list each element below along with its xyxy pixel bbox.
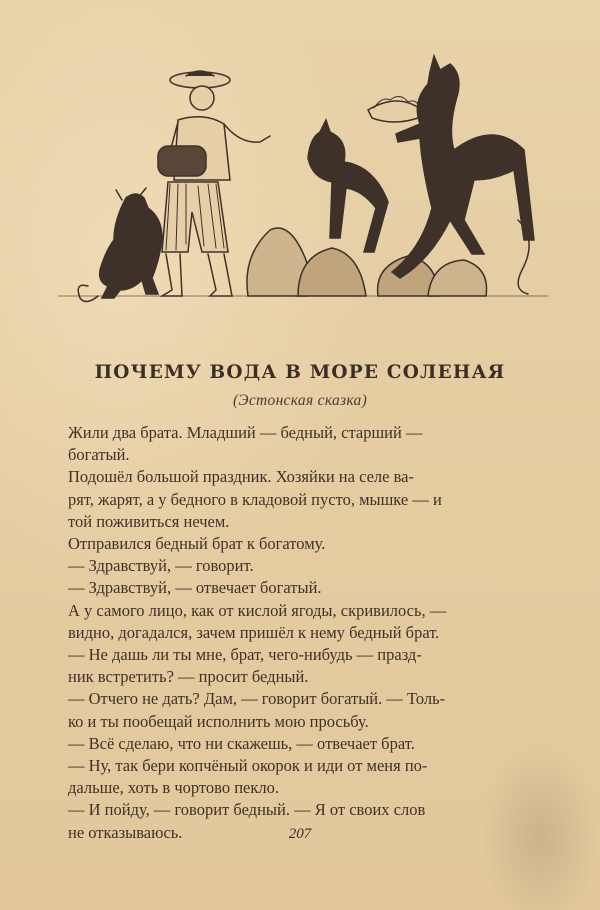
text-line: той поживиться нечем. bbox=[68, 511, 230, 531]
text-line: ник встретить? — просит бедный. bbox=[68, 667, 309, 687]
text-line: — Ну, так бери копчёный окорок и иди от меня по- bbox=[68, 756, 428, 776]
text-line: не отказываюсь. bbox=[68, 822, 183, 842]
text-line: дальше, хоть в чортово пекло. bbox=[68, 778, 279, 798]
devil-with-bowl-icon bbox=[368, 56, 534, 294]
text-line: — Не дашь ли ты мне, брат, чего-нибудь — празд- bbox=[68, 645, 422, 665]
horned-devil-icon bbox=[308, 120, 388, 252]
text-line: — Здравствуй, — отвечает богатый. bbox=[68, 578, 322, 598]
story-subtitle: (Эстонская сказка) bbox=[232, 392, 368, 409]
text-line: Подошёл большой праздник. Хозяйки на селе ва- bbox=[68, 467, 415, 487]
story-body bbox=[68, 422, 546, 844]
text-line: Жили два брата. Младший — бедный, старший — bbox=[68, 423, 423, 442]
text-line: видно, догадался, зачем пришёл к нему бедный брат. bbox=[68, 622, 440, 642]
text-line: Отправился бедный брат к богатому. bbox=[68, 534, 326, 554]
text-line: А у самого лицо, как от кислой ягоды, скривилось, — bbox=[68, 600, 447, 620]
text-line: богатый. bbox=[68, 445, 130, 465]
small-devil-icon bbox=[78, 188, 162, 302]
text-line: — Всё сделаю, что ни скажешь, — отвечает брат. bbox=[68, 733, 415, 753]
text-line: — И пойду, — говорит бедный. — Я от своих слов bbox=[68, 800, 426, 820]
text-line: — Отчего не дать? Дам, — говорит богатый. — Толь- bbox=[68, 689, 446, 709]
story-title: ПОЧЕМУ ВОДА В МОРЕ СОЛЕНАЯ bbox=[94, 362, 506, 384]
story-illustration bbox=[48, 50, 558, 310]
page-number: 207 bbox=[288, 826, 312, 842]
text-line: — Здравствуй, — говорит. bbox=[68, 556, 254, 576]
text-line: ко и ты пообещай исполнить мою просьбу. bbox=[68, 711, 369, 731]
sacks-icon bbox=[247, 228, 487, 296]
text-line: рят, жарят, а у бедного в кладовой пусто, мышке — и bbox=[68, 489, 442, 509]
